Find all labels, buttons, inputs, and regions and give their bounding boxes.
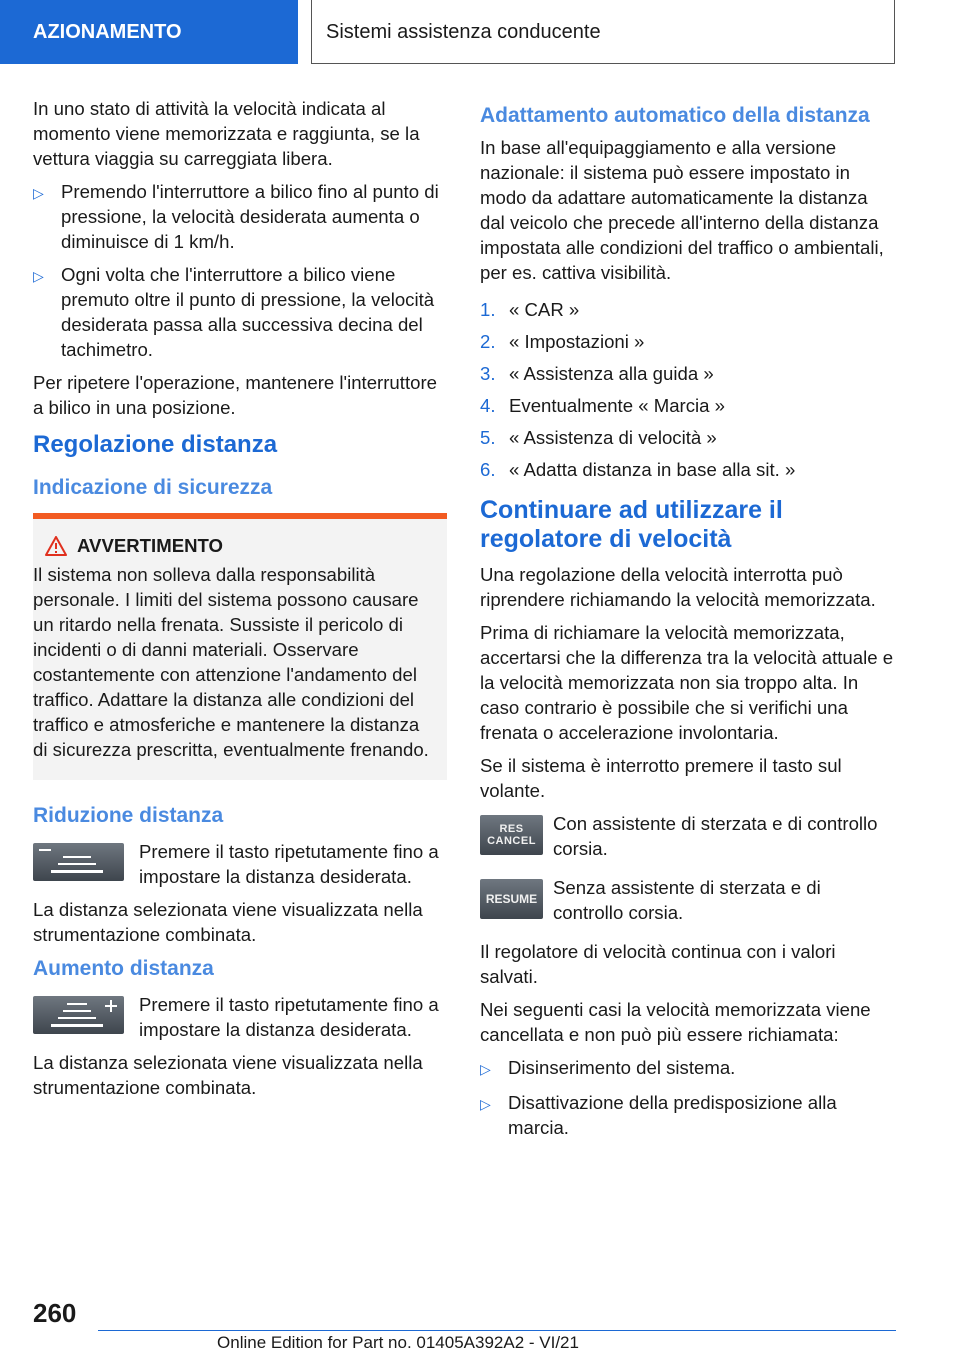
heading-adattamento: Adattamento automatico della distanza	[480, 104, 870, 127]
repeat-paragraph: Per ripetere l'operazione, mantenere l'interruttore a bilico in una posizione.	[33, 372, 437, 418]
bullet-arrow-icon: ▷	[33, 185, 44, 201]
res-cancel-row	[480, 811, 896, 861]
warning-title: AVVERTIMENTO	[77, 535, 224, 556]
list-item	[33, 262, 447, 362]
continuare-p3: Se il sistema è interrotto premere il tasto sul volante.	[480, 755, 842, 801]
continuare-p2: Prima di richiamare la velocità memorizzata, accertarsi che la differenza tra la velocità attuale e la velocità memorizzata non sia troppo alta. In caso contrario è possibile che si verifichi una frenata o accelerazione involontaria.	[480, 622, 894, 743]
warning-box	[33, 513, 447, 780]
resume-text: Senza assistente di sterzata e di controllo corsia.	[553, 877, 821, 923]
bullet-text: Disinserimento del sistema.	[508, 1057, 736, 1078]
list-item	[480, 1055, 896, 1082]
warning-text: Il sistema non solleva dalla responsabilità personale. I limiti del sistema possono causare un ritardo nella frenata. Sussiste il pericolo di incidenti o di danni materiali. Osservare costantemente con attenzione l'andamento del traffico. Adattare la distanza alle condizioni del traffico e atmosferiche e mantenere la distanza di sicurezza prescritta, eventualmente frenando.	[33, 564, 429, 760]
list-item	[33, 179, 447, 254]
aumento-row	[33, 992, 447, 1042]
footer-edition: Online Edition for Part no. 01405A392A2 - VI/21	[217, 1333, 579, 1352]
continuare-p5: Nei seguenti casi la velocità memorizzata viene cancellata e non può più essere richiamata:	[480, 999, 871, 1045]
res-cancel-button-icon: RES CANCEL	[480, 815, 543, 855]
list-item: 2. « Impostazioni »	[480, 331, 645, 352]
warning-triangle-icon	[45, 536, 67, 556]
bullet-arrow-icon: ▷	[480, 1061, 491, 1077]
bullet-text: Ogni volta che l'interruttore a bilico viene premuto oltre il punto di pressione, la velocità desiderata passa alla successiva decina del tachimetro.	[61, 264, 435, 360]
res-cancel-text: Con assistente di sterzata e di controllo corsia.	[553, 813, 878, 859]
resume-row	[480, 875, 896, 925]
list-item: 6. « Adatta distanza in base alla sit. »	[480, 459, 796, 480]
riduzione-note: La distanza selezionata viene visualizzata nella strumentazione combinata.	[33, 899, 423, 945]
continuare-p1: Una regolazione della velocità interrotta può riprendere richiamando la velocità memorizzata.	[480, 564, 876, 610]
section-title: Sistemi assistenza conducente	[311, 0, 895, 64]
left-column	[33, 96, 447, 1108]
aumento-note: La distanza selezionata viene visualizzata nella strumentazione combinata.	[33, 1052, 423, 1098]
warning-header	[45, 533, 437, 558]
footer-divider	[98, 1330, 896, 1331]
bullet-arrow-icon: ▷	[480, 1096, 491, 1112]
list-item: 4. Eventualmente « Marcia »	[480, 395, 726, 416]
heading-aumento: Aumento distanza	[33, 957, 214, 980]
chapter-tab: AZIONAMENTO	[0, 0, 298, 64]
aumento-text: Premere il tasto ripetutamente fino a impostare la distanza desiderata.	[139, 994, 439, 1040]
heading-regolazione: Regolazione distanza	[33, 431, 278, 458]
intro-paragraph: In uno stato di attività la velocità indicata al momento viene memorizzata e raggiunta, se la vettura viaggia su carreggiata libera.	[33, 98, 420, 169]
heading-sicurezza: Indicazione di sicurezza	[33, 476, 273, 499]
right-column	[480, 96, 896, 1148]
list-item: 5. « Assistenza di velocità »	[480, 427, 717, 448]
riduzione-text: Premere il tasto ripetutamente fino a impostare la distanza desiderata.	[139, 841, 439, 887]
bullet-text: Premendo l'interruttore a bilico fino al punto di pressione, la velocità desiderata aumenta o diminuisce di 1 km/h.	[61, 181, 439, 252]
heading-continuare: Continuare ad utilizzare il regolatore di velocità	[480, 496, 783, 553]
resume-button-icon: RESUME	[480, 879, 543, 919]
riduzione-row	[33, 839, 447, 889]
list-item: 3. « Assistenza alla guida »	[480, 363, 714, 384]
distance-decrease-icon	[33, 843, 124, 881]
continuare-p4: Il regolatore di velocità continua con i valori salvati.	[480, 941, 836, 987]
steps-list	[480, 297, 896, 482]
bullet-arrow-icon: ▷	[33, 268, 44, 284]
bullet-text: Disattivazione della predisposizione alla marcia.	[508, 1092, 837, 1138]
list-item: 1. « CAR »	[480, 299, 580, 320]
heading-riduzione: Riduzione distanza	[33, 804, 224, 827]
list-item	[480, 1090, 896, 1140]
adattamento-text: In base all'equipaggiamento e alla versione nazionale: il sistema può essere impostato in modo da adattare automaticamente la distanza dal veicolo che precede all'interno della distanza impostata alle condizioni del traffico o ambientali, per es. cattiva visibilità.	[480, 137, 884, 283]
distance-increase-icon	[33, 996, 124, 1034]
page-number: 260	[33, 1298, 77, 1328]
